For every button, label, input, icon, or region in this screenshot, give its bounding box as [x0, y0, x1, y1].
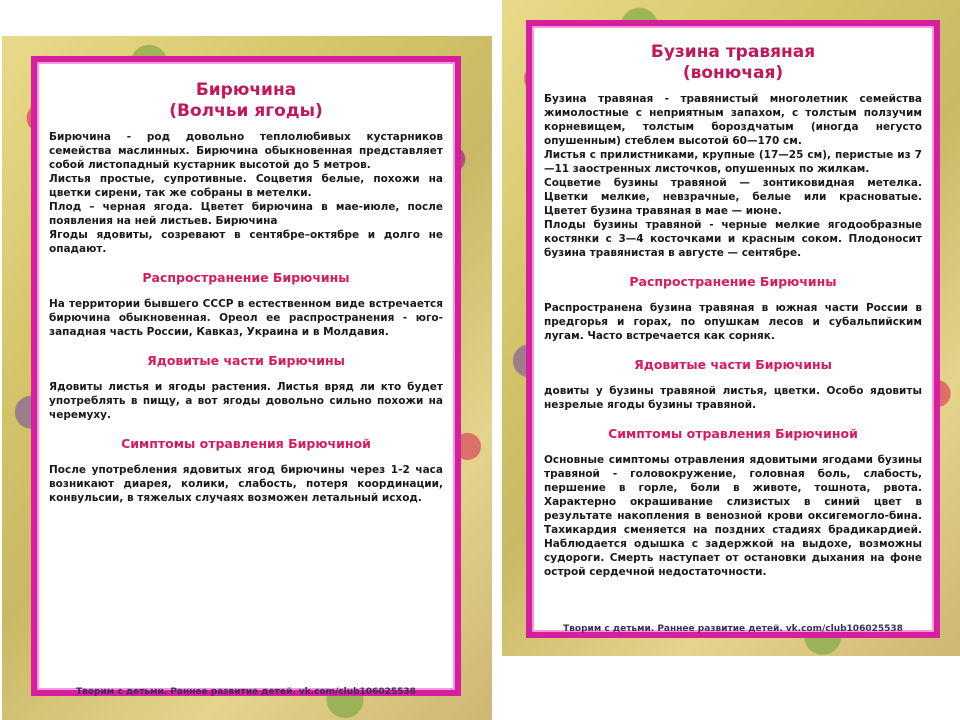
- left-title-line2: (Волчьи ягоды): [169, 101, 323, 121]
- left-page: [2, 36, 492, 720]
- left-intro-1: Бирючина - род довольно теплолюбивых кустарников семейства маслинных. Бирючина обыкновенная представляет собой листопадный кустарник высотой до 5 метров.: [49, 131, 443, 171]
- right-title: [544, 42, 922, 84]
- right-section1-title: Распространение Бирючины: [629, 274, 837, 289]
- right-footer: Творим с детьми. Раннее развитие детей. vk.com/club106025538: [563, 624, 903, 634]
- left-section2-text: Ядовиты листья и ягоды растения. Листья вряд ли кто будет употреблять в пищу, а вот ягоды довольно сильно похожи на черемуху.: [49, 381, 443, 421]
- right-frame: [526, 20, 940, 638]
- right-title-line1: Бузина травяная: [650, 42, 816, 62]
- left-frame: [31, 56, 461, 696]
- right-page: [502, 0, 960, 656]
- left-title-line1: Бирючина: [195, 80, 297, 100]
- left-intro-2: Листья простые, супротивные. Соцветия белые, похожи на цветки сирени, так же собраны в метелки.: [49, 173, 443, 199]
- left-section1-title: Распространение Бирючины: [142, 270, 350, 285]
- right-section3-text: Основные симптомы отравления ядовитыми ягодами бузины травяной - головокружение, головная боль, слабость, першение в горле, боли в животе, тошнота, рвота. Характерно окрашивание слизистых в синий цвет в результате накопления в венозной крови оксигемогло-бина. Тахикардия сменяется на поздних стадиях брадикардией. Наблюдается одышка с задержкой на выдохе, возможны судороги. Смерть наступает от остановки дыхания на фоне острой сердечной недостаточности.: [544, 454, 922, 578]
- right-section1-text: Распространена бузина травяная в южная части России в предгорья и горах, по опушкам лесов и субальпийским лугам. Часто встречается как сорняк.: [544, 302, 922, 342]
- right-intro-2: Листья с прилистниками, крупные (17—25 см), перистые из 7—11 заостренных листочков, опушенных по жилкам.: [544, 149, 922, 175]
- left-section3-title: Симптомы отравления Бирючиной: [121, 436, 371, 451]
- right-section2-text: довиты у бузины травяной листья, цветки. Особо ядовиты незрелые ягоды бузины травяной.: [544, 385, 922, 411]
- right-section3-title: Симптомы отравления Бирючиной: [608, 426, 858, 441]
- left-footer: Творим с детьми. Раннее развитие детей. vk.com/club106025538: [76, 687, 416, 697]
- left-section1-text: На территории бывшего СССР в естественном виде встречается бирючина обыкновенная. Ореол ее распространения - юго-западная часть России, Кавказ, Украина и в Молдавия.: [49, 298, 443, 338]
- left-section2-title: Ядовитые части Бирючины: [147, 353, 345, 368]
- right-intro-4: Плоды бузины травяной - черные мелкие ягодообразные костянки с 3—4 косточками и красным соком. Плодоносит бузина травянистая в августе — сентябре.: [544, 219, 922, 259]
- right-section2-title: Ядовитые части Бирючины: [634, 357, 832, 372]
- right-title-line2: (вонючая): [682, 63, 784, 83]
- left-title: [49, 80, 443, 122]
- left-intro-4: Ягоды ядовиты, созревают в сентябре–октябре и долго не опадают.: [49, 229, 443, 255]
- right-intro-3: Соцветие бузины травяной — зонтиковидная метелка. Цветки мелкие, невзрачные, белые или красноватые. Цветет бузина травяная в мае — июне.: [544, 177, 922, 217]
- right-intro-1: Бузина травяная - травянистый многолетник семейства жимолостные с неприятным запахом, с толстым ползучим корневищем, толстым бороздчатым (иногда негусто опушенным) стеблем высотой 60—170 см.: [544, 93, 922, 147]
- left-section3-text: После употребления ядовитых ягод бирючины через 1-2 часа возникают диарея, колики, слабость, потеря координации, конвульсии, в тяжелых случаях возможен летальный исход.: [49, 464, 443, 504]
- left-intro-3: Плод – черная ягода. Цветет бирючина в мае-июле, после появления на ней листьев. Бирючина: [49, 201, 443, 227]
